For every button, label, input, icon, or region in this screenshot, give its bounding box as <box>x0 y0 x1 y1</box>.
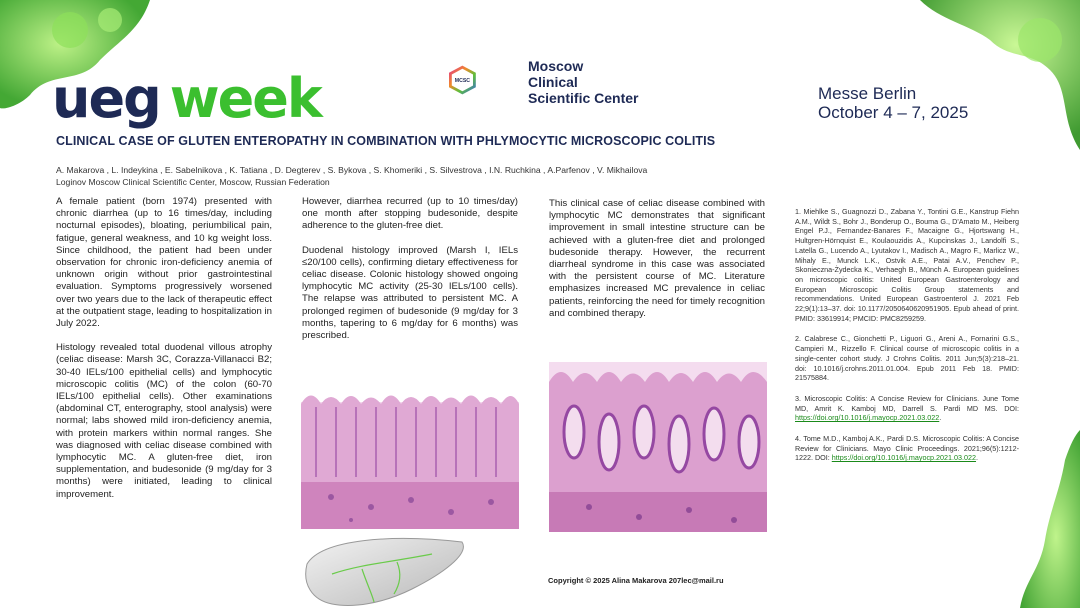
reference-3: 3. Microscopic Colitis: A Concise Review for Clinicians. June Tome MD, Amrit K. Kamboj MD, Darrell S. Pardi MD MS. DOI: https://doi.org/10.1016/j.mayocp.2021.03.022. <box>795 393 1019 423</box>
reference-1: 1. Miehlke S., Guagnozzi D., Zabana Y., Tontini G.E., Kanstrup Fiehn A.M., Wildt S., Bohr J., Bonderup O., Bouma G., D'Amato M., Heiberg Engel P.J., Fernandez-Banares F., Macaigne G., Hjortswang H., Hultgren-Hörnquist E., Koulaouzidis A., Kupcinskas J., Landolfi S., Latella G., Lucendo A., Lyutakov I., Madisch A., Magro F., Marlicz W., Mihaly E., Munck L.K., Ostvik A.E., Patai A.V., Penchev P., Skonieczna-Żydecka K., Verhaegh B., Münch A. European guidelines on microscopic colitis: United European Gastroenterology and European Microscopic Colitis Group statements and recommendations. United European Gastroenterol J. 2021 Feb 22;9(1):13–37. doi: 10.1177/2050640620951905. Epub ahead of print. PMID: 33619914; PMCID: PMC8259259. <box>795 207 1019 323</box>
author-list: A. Makarova , L. Indeykina , E. Sabelnikova , K. Tatiana , D. Degterev , S. Bykova , S. Khomeriki , S. Silvestrova , I.N. Ruchkina , A.Parfenov , V. Mikhailova <box>56 165 648 175</box>
reference-4-text: 4. Tome M.D., Kamboj A.K., Pardi D.S. Microscopic Colitis: A Concise Review for Clinicians. Mayo Clinic Proceedings. 2021;96(5):1212-1222. DOI: <box>795 434 1019 463</box>
event-dates: October 4 – 7, 2025 <box>818 103 969 122</box>
copyright-notice: Copyright © 2025 Alina Makarova 207lec@mail.ru <box>548 576 724 585</box>
green-villi-decoration-bottom-right <box>1010 430 1080 608</box>
case-paragraph-1: A female patient (born 1974) presented with chronic diarrhea (up to 16 times/day, including nocturnal episodes), bloating, periumbilical pain, fatigue, general weakness, and 10 kg weight loss. Since childhood, the patient had been under observation for chronic iron-deficiency anemia of unknown origin without prior gastrointestinal evaluation. Symptoms progressively worsened over two years due to the lack of therapeutic effect at the outpatient stage, leading to hospitalization in July 2022. <box>56 196 272 330</box>
reference-3-text: 3. Microscopic Colitis: A Concise Review for Clinicians. June Tome MD, Amrit K. Kamboj MD, Darrell S. Pardi MD MS. DOI: <box>795 393 1019 413</box>
author-block <box>56 164 776 188</box>
reference-4-doi-link[interactable]: https://doi.org/10.1016/j.mayocp.2021.03.022 <box>831 453 977 463</box>
liver-illustration <box>302 534 470 608</box>
reference-2: 2. Calabrese C., Gionchetti P., Liguori G., Areni A., Fornarini G.S., Campieri M., Rizzello F. Clinical course of microscopic colitis in a single-center cohort study. J Crohns Colitis. 2011 Jun;5(3):218–21. doi: 10.1016/j.crohns.2011.01.004. Epub 2011 Feb 18. PMID: 21575884. <box>795 334 1019 383</box>
column-conclusion <box>549 198 765 332</box>
colonic-histology-image <box>549 362 767 532</box>
mcsc-line-2: Clinical <box>528 74 578 90</box>
column-follow-up <box>302 196 518 354</box>
reference-3-doi-link[interactable]: https://doi.org/10.1016/j.mayocp.2021.03.022 <box>795 413 940 423</box>
mcsc-line-3: Scientific Center <box>528 90 639 106</box>
event-venue: Messe Berlin <box>818 84 917 103</box>
mcsc-hexagon-logo <box>448 44 528 116</box>
event-info <box>818 84 968 122</box>
references-list <box>795 207 1019 474</box>
poster-title: CLINICAL CASE OF GLUTEN ENTEROPATHY IN COMBINATION WITH PHLYMOCYTIC MICROSCOPIC COLITIS <box>56 134 716 148</box>
logo-week-text: week <box>169 67 321 130</box>
affiliation: Loginov Moscow Clinical Scientific Center, Moscow, Russian Federation <box>56 177 330 187</box>
green-villi-decoration-top-right <box>880 0 1080 150</box>
duodenal-histology-image <box>301 382 519 529</box>
logo-ueg-text: ueg <box>52 67 160 130</box>
ueg-week-logo <box>52 67 321 130</box>
mcsc-name <box>528 58 638 106</box>
case-paragraph-2: Histology revealed total duodenal villous atrophy (celiac disease: Marsh 3C, Corazza-Villanacci B2; 30-40 IELs/100 epithelial cells) and lymphocytic microscopic colitis (MC) of the colon (60-70 IELs/100 epithelial cells). Other examinations (abdominal CT, enterography, stool analysis) were normal; labs showed mild iron-deficiency anemia, with protein markers within normal ranges. She was diagnosed with celiac disease combined with lymphocytic MC. A gluten-free diet, iron supplementation, and budesonide (9 mg/day for 3 months) were initiated, leading to clinical improvement. <box>56 342 272 500</box>
reference-4: 4. Tome M.D., Kamboj A.K., Pardi D.S. Microscopic Colitis: A Concise Review for Clinicians. Mayo Clinic Proceedings. 2021;96(5):1212-1222. DOI: https://doi.org/10.1016/j.mayocp.2021.03.022. <box>795 434 1019 463</box>
mcsc-line-1: Moscow <box>528 58 584 74</box>
mcsc-abbr: MCSC <box>454 78 471 84</box>
followup-paragraph-2: Duodenal histology improved (Marsh I, IELs ≤20/100 cells), confirming dietary effectiveness for celiac disease. Colonic histology showed ongoing lymphocytic MC activity (25-30 IELs/100 cells). The relapse was attributed to persistent MC. A prolonged regimen of budesonide (9 mg/day for 3 months, tapering to 6 mg/day for 6 months) was prescribed. <box>302 244 518 342</box>
conclusion-paragraph: This clinical case of celiac disease combined with lymphocytic MC demonstrates that significant improvement in small intestine structure can be achieved with a gluten-free diet and prolonged budesonide therapy. However, the recurrent diarrheal syndrome in this case was associated with the persistent course of MC. Literature emphasizes increased MC prevalence in celiac patients, reinforcing the need for timely recognition and combined therapy. <box>549 198 765 319</box>
followup-paragraph-1: However, diarrhea recurred (up to 10 times/day) one month after stopping budesonide, despite adherence to the gluten-free diet. <box>302 196 518 232</box>
column-case-presentation <box>56 196 272 513</box>
